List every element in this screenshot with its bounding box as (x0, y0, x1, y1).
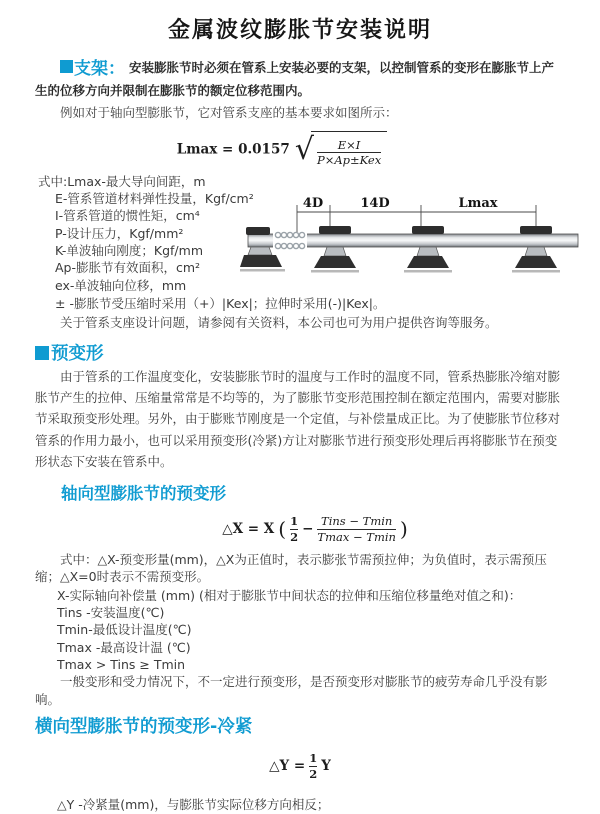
close-paren: ) (399, 517, 408, 542)
definition-item: E-管系管道材料弹性投量，Kgf/cm² (55, 191, 254, 207)
open-paren: ( (278, 517, 287, 542)
page-title: 金属波纹膨胀节安装说明 (167, 18, 432, 43)
axial-definition-item: Tmax > Tins ≥ Tmin (57, 656, 186, 672)
definition-item: I-管系管道的惯性矩，cm⁴ (55, 208, 200, 224)
axial-closing-text: 一般变形和受力情况下，不一定进行预变形，是否预变形对膨胀节的疲劳寿命几乎没有影响。 (35, 674, 548, 707)
formula-denominator: P×Ap±Kex (316, 153, 382, 168)
temp-numerator: Tins − Tmin (321, 514, 393, 529)
definition-item: P-设计压力，Kgf/mm² (55, 225, 184, 241)
axial-definition-item: Tmin-最低设计温度(℃) (57, 622, 192, 638)
lateral-subheading: 横向型膨胀节的预变形-冷紧 (35, 717, 253, 738)
section-bullet-icon (60, 60, 73, 73)
definition-item: K-单波轴向刚度；Kgf/mm (55, 242, 203, 258)
pipe-support (311, 226, 359, 273)
support-intro-text: 安装膨胀节时必须在管系上安装必要的支架，以控制管系的变形在膨胀节上产生的位移方向并限制在膨胀节的额定位移范围内。 (35, 60, 555, 98)
minus-sign: − (302, 521, 314, 538)
predeform-heading: 预变形 (51, 344, 104, 365)
radical-sign-icon: √ (294, 132, 314, 168)
half-numerator: 1 (309, 751, 318, 766)
pipe-support (512, 226, 560, 273)
dim-label-4d: 4D (302, 196, 324, 211)
predeform-section-header (35, 342, 565, 364)
formula-axial-predeform (65, 514, 565, 544)
axial-note-text: 式中：△X-预变形量(mm)，△X为正值时，表示膨张节需预拉伸；为负值时，表示需预压缩；△X=0时表示不需预变形。 (35, 552, 547, 585)
predeform-body-text: 由于管系的工作温度变化，安装膨胀节时的温度与工作时的温度不同，管系热膨胀冷缩对膨胀节产生的拉伸、压缩量常常是不均等的，为了膨胀节变形范围控制在额定范围内，需要对膨胀节采取预变形处理。另外，由于膨账节刚度是一个定值，与补偿量成正比。为了使膨胀节位移对管系的作用力最小，也可以采用预变形(冷紧)方让对膨胀节进行预变形处理后再将膨胀节在预变形状态下安装在管系中。 (35, 368, 561, 470)
formula-lhs: Lmax = 0.0157 (176, 141, 290, 158)
lateral-note-text: △Y -冷紧量(mm)，与膨胀节实际位移方向相反； (57, 796, 330, 812)
support-example-text: 例如对于轴向型膨胀节，它对管系支座的基本要求如图所示： (60, 105, 398, 120)
formula-lhs: △Y = (269, 758, 306, 775)
formula-guide-spacing (35, 131, 529, 168)
half-denominator: 2 (290, 529, 299, 544)
axial-subheading: 轴向型膨胀节的预变形 (61, 484, 226, 504)
support-section-heading: 支架： (74, 59, 125, 79)
axial-definition-list (35, 587, 565, 673)
formula-lhs: △X = X (222, 521, 275, 538)
section-bullet-icon (35, 346, 49, 360)
support-intro-paragraph (35, 57, 565, 102)
formula-lateral-coldtight (35, 751, 565, 781)
half-denominator: 2 (309, 766, 318, 781)
plus-minus-note: ± -膨胀节受压缩时采用（+）|Kex|；拉伸时采用(-)|Kex|。 (55, 295, 386, 311)
dim-label-14d: 14D (360, 196, 390, 211)
definition-item: 式中:Lmax-最大导向间距，m (38, 173, 206, 189)
axial-definition-item: Tmax -最高设计温 (℃) (57, 639, 191, 655)
temp-denominator: Tmax − Tmin (317, 529, 396, 544)
axial-definition-item: X-实际轴向补偿量 (mm) (相对于膨胀节中间状态的拉伸和压缩位移量绝对值之和)： (57, 587, 522, 603)
pipe-support (404, 226, 452, 273)
bellows-icon (273, 232, 307, 248)
axial-definition-item: Tins -安装温度(℃) (57, 604, 165, 620)
sqrt-radical (295, 131, 387, 168)
definition-item: ex-单波轴向位移，mm (55, 277, 187, 293)
dim-label-lmax: Lmax (458, 196, 498, 211)
formula-numerator: E×I (337, 138, 361, 152)
service-note: 关于管系支座设计问题，请参阅有关资料，本公司也可为用户提供咨询等服务。 (60, 314, 498, 330)
definition-item: Ap-膨胀节有效面积，cm² (55, 260, 201, 276)
formula-rhs: Y (321, 758, 331, 775)
half-numerator: 1 (290, 514, 299, 529)
pipe-support-diagram (240, 192, 592, 287)
